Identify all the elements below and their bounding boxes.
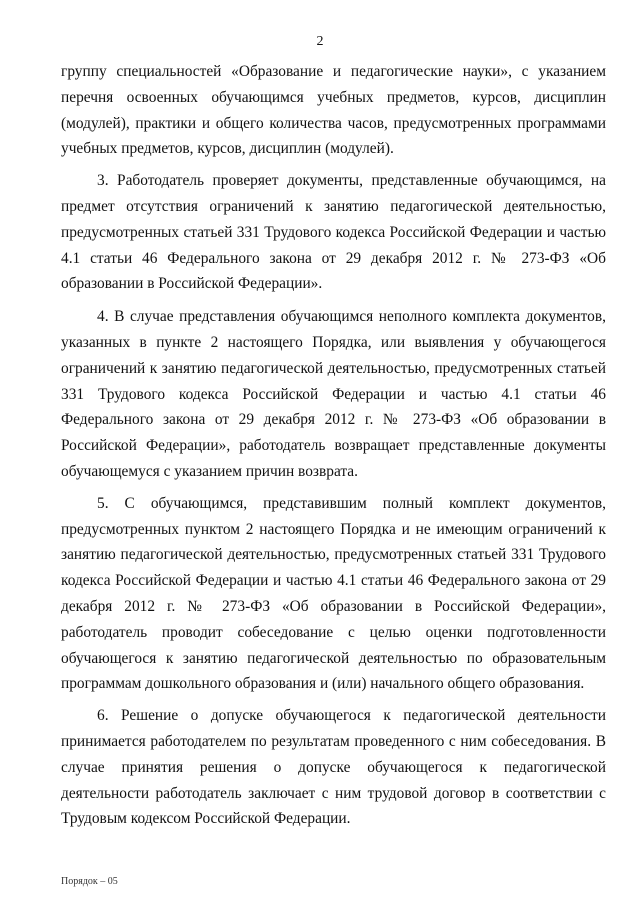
paragraph-item-6: 6. Решение о допуске обучающегося к педагогической деятельности принимается работодателем по результатам проведенного с ним собеседования. В случае принятия решения о допуске обучающегося к педагогической деятельности работодатель заключает с ним трудовой договор в соответствии с Трудовым кодексом Российской Федерации. [61, 707, 606, 828]
paragraph-item-5: 5. С обучающимся, представившим полный комплект документов, предусмотренных пунктом 2 настоящего Порядка и не имеющим ограничений к занятию педагогической деятельностью, предусмотренных статьей 331 Трудового кодекса Российской Федерации и частью 4.1 статьи 46 Федерального закона от 29 декабря 2012 г. № 273-ФЗ «Об образовании в Российской Федерации», работодатель проводит собеседование с целью оценки подготовленности обучающегося к занятию педагогической деятельностью по образовательным программам дошкольного образования и (или) начального общего образования. [61, 494, 606, 693]
page-footer: Порядок – 05 [61, 876, 118, 887]
paragraph-item-4: 4. В случае представления обучающимся неполного комплекта документов, указанных в пункте 2 настоящего Порядка, или выявления у обучающегося ограничений к занятию педагогической деятельностью, предусмотренных статьей 331 Трудового кодекса Российской Федерации и частью 4.1 статьи 46 Федерального закона от 29 декабря 2012 г. № 273-ФЗ «Об образовании в Российской Федерации», работодатель возвращает представленные документы обучающемуся с указанием причин возврата. [61, 308, 606, 480]
document-body [61, 59, 606, 832]
page-number: 2 [316, 34, 324, 49]
paragraph-continuation: группу специальностей «Образование и педагогические науки», с указанием перечня освоенных обучающимся учебных предметов, курсов, дисциплин (модулей), практики и общего количества часов, предусмотренных программами учебных предметов, курсов, дисциплин (модулей). [61, 63, 606, 158]
paragraph-item-3: 3. Работодатель проверяет документы, представленные обучающимся, на предмет отсутствия ограничений к занятию педагогической деятельностью, предусмотренных статьей 331 Трудового кодекса Российской Федерации и частью 4.1 статьи 46 Федерального закона от 29 декабря 2012 г. № 273-ФЗ «Об образовании в Российской Федерации». [61, 172, 606, 293]
